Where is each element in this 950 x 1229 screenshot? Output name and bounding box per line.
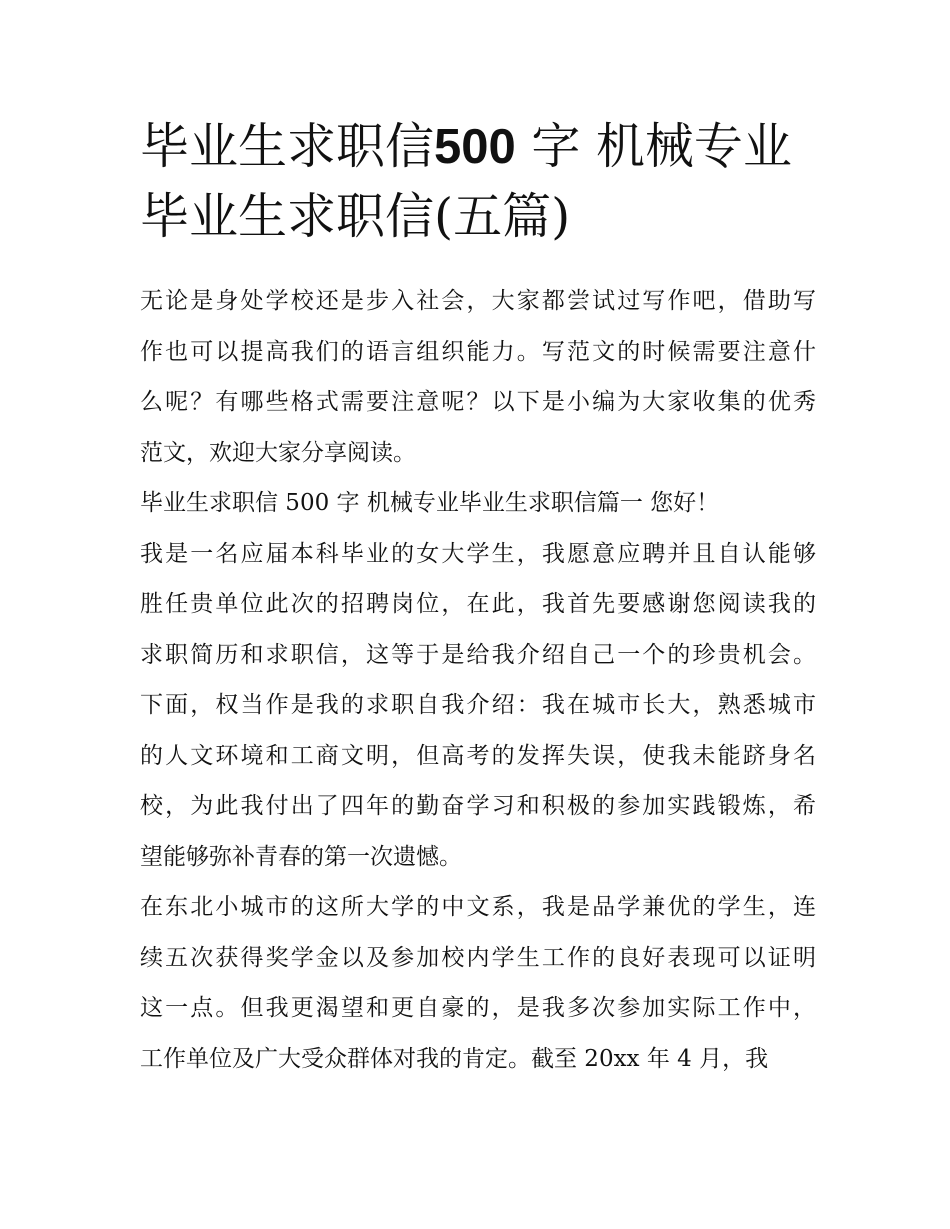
title-line-1-number: 500 bbox=[434, 120, 516, 174]
body-line: 毕业生求职信 500 字 机械专业毕业生求职信篇一 您好！ bbox=[140, 490, 720, 516]
body-line: 作也可以提高我们的语言组织能力。写范文的时候需要注意什 bbox=[140, 338, 816, 365]
body-line: 胜任贵单位此次的招聘岗位，在此，我首先要感谢您阅读我的 bbox=[140, 591, 816, 617]
body-line: 望能够弥补青春的第一次遗憾。 bbox=[140, 843, 462, 870]
body-line: 工作单位及广大受众群体对我的肯定。截至 20xx 年 4 月，我 bbox=[140, 1045, 769, 1072]
body-line: 我是一名应届本科毕业的女大学生，我愿意应聘并且自认能够 bbox=[140, 540, 816, 567]
body-line: 校，为此我付出了四年的勤奋学习和积极的参加实践锻炼，希 bbox=[140, 793, 816, 819]
body-line: 么呢？有哪些格式需要注意呢？以下是小编为大家收集的优秀 bbox=[140, 389, 816, 415]
body-line: 这一点。但我更渴望和更自豪的，是我多次参加实际工作中， bbox=[140, 995, 816, 1021]
body-line: 续五次获得奖学金以及参加校内学生工作的良好表现可以证明 bbox=[140, 944, 816, 971]
title-line-1-text-b: 字 机械专业 bbox=[531, 118, 792, 175]
body-line: 无论是身处学校还是步入社会，大家都尝试过写作吧，借助写 bbox=[140, 288, 816, 314]
body-line: 在东北小城市的这所大学的中文系，我是品学兼优的学生，连 bbox=[140, 894, 816, 920]
document-body bbox=[140, 276, 816, 1084]
body-line: 范文，欢迎大家分享阅读。 bbox=[140, 439, 416, 466]
body-line: 下面，权当作是我的求职自我介绍：我在城市长大，熟悉城市 bbox=[140, 692, 816, 718]
body-line: 求职简历和求职信，这等于是给我介绍自己一个的珍贵机会。 bbox=[140, 641, 816, 668]
title-line-1-text-a: 毕业生求职信 bbox=[140, 118, 435, 175]
title-line-1 bbox=[140, 118, 792, 175]
title-line-2: 毕业生求职信(五篇) bbox=[140, 188, 571, 245]
document-title bbox=[140, 112, 820, 252]
body-line: 的人文环境和工商文明，但高考的发挥失误，使我未能跻身名 bbox=[140, 742, 816, 769]
